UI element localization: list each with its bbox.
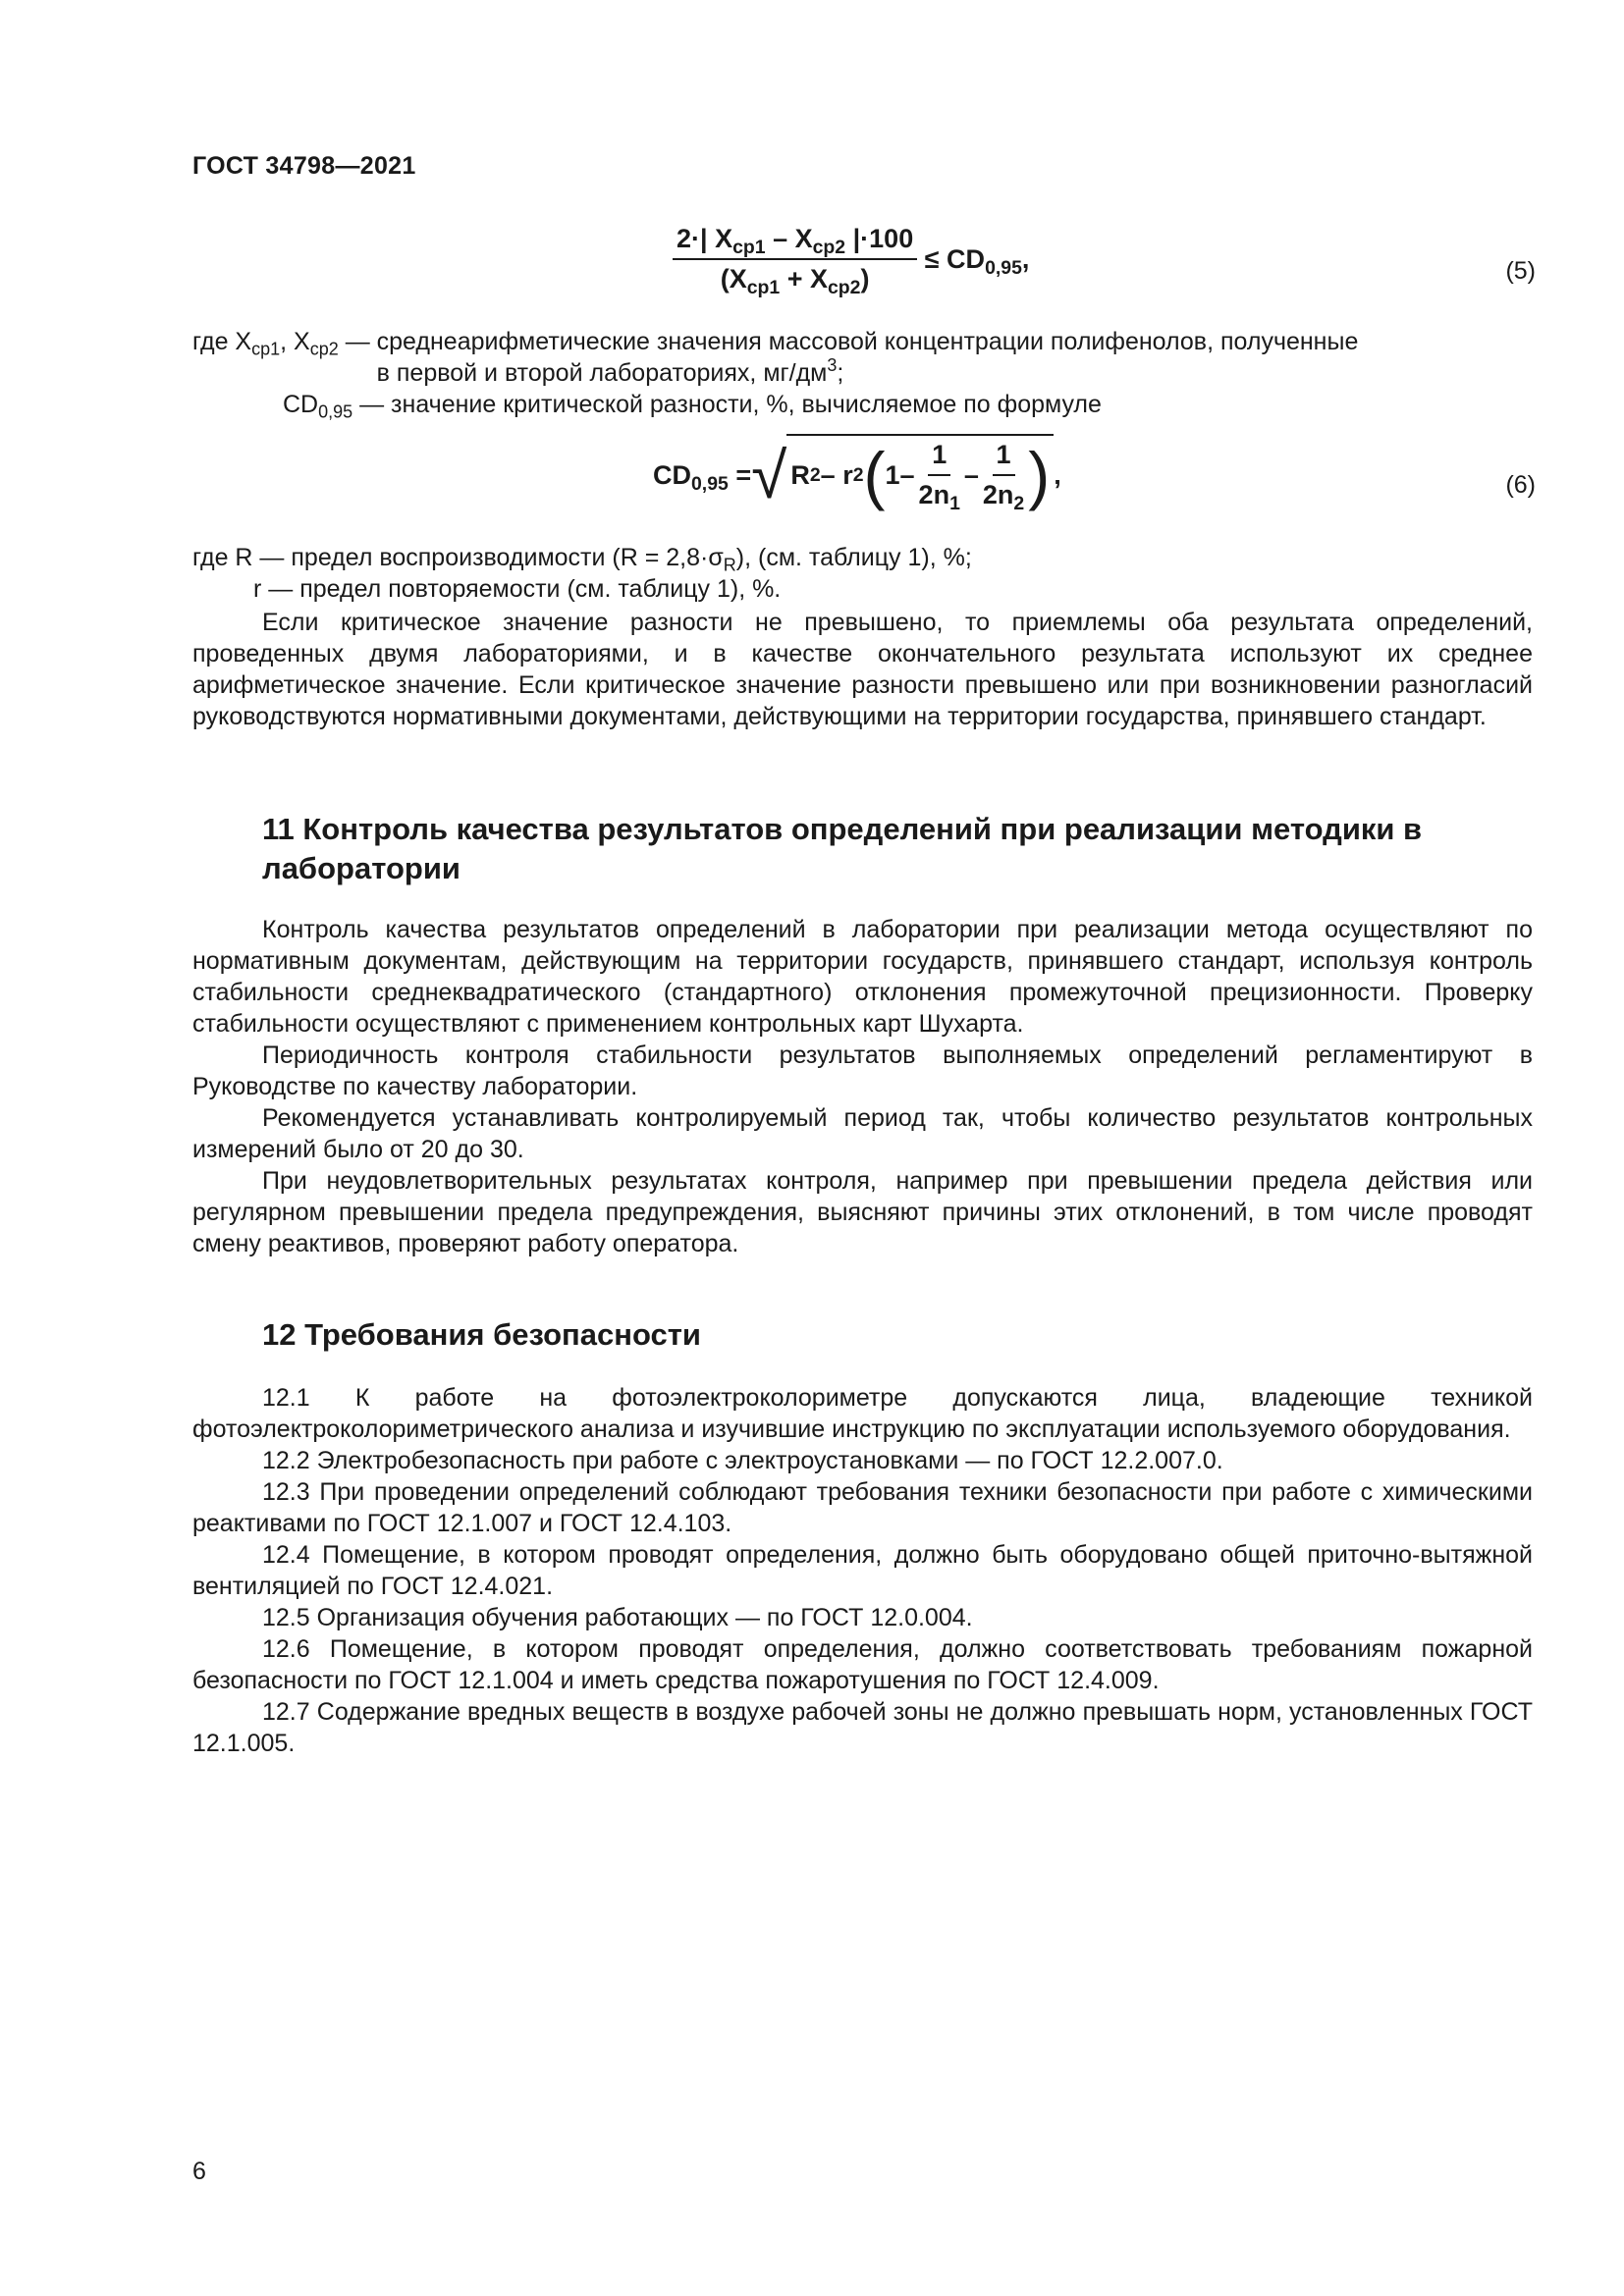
section-12-paragraph: 12.1 К работе на фотоэлектроколориметре допускаются лица, владеющие техникой фотоэлектроколориметрического анализа и изучившие инструкцию по эксплуатации используемого оборудования.: [192, 1384, 1533, 1443]
formula-5-numerator: 2·| $X_{ср1} - X_{ср2}$ |·100: [673, 224, 917, 260]
section-11-title: 11 Контроль качества результатов определений при реализации методики в лаборатории: [262, 812, 1423, 885]
formula-6-fraction-1: $\frac{1}{2n_1}$: [918, 440, 960, 514]
paragraph-critical-difference: Если критическое значение разности не превышено, то приемлемы оба результата определений, проведенных двумя лабораториями, и в качестве окончательного результата используют их среднее арифметическое значение. Если критическое значение разности превышено или при возникновении разногласий руководствуются нормативными документами, действующими на территории государства, принявшего стандарт.: [192, 609, 1533, 730]
formula-5-rhs: ≤ $CD_{0,95}$,: [924, 243, 1030, 279]
section-12-body: [192, 1382, 1533, 1759]
section-11-paragraph: Контроль качества результатов определений в лаборатории при реализации метода осуществляют по нормативным документам, действующим на территории государств, принявшего стандарт, используя контроль стабильности среднеквадратического (стандартного) отклонения промежуточной прецизионности. Проверку стабильности осуществляют с применением контрольных карт Шухарта.: [192, 916, 1533, 1038]
section-12-paragraph: 12.6 Помещение, в котором проводят определения, должно соответствовать требованиям пожарной безопасности по ГОСТ 12.1.004 и иметь средства пожаротушения по ГОСТ 12.4.009.: [192, 1635, 1533, 1694]
formula-6-fraction-2: $\frac{1}{2n_2}$: [982, 440, 1025, 514]
section-12-paragraph: 12.4 Помещение, в котором проводят определения, должно быть оборудовано общей приточно-вытяжной вентиляцией по ГОСТ 12.4.021.: [192, 1541, 1533, 1600]
formula-5-fraction: [673, 224, 917, 298]
definition-xcp: где $X_{ср1}$, $X_{ср2}$ — среднеарифметические значения массовой концентрации полифенолов, полученные в первой и второй лабораториях, $мг/дм^3$;: [192, 328, 1359, 387]
formula-5: [673, 224, 1030, 298]
section-11-paragraph: Рекомендуется устанавливать контролируемый период так, чтобы количество результатов контрольных измерений было от 20 до 30.: [192, 1104, 1533, 1163]
section-11-paragraph: При неудовлетворительных результатах контроля, например при превышении предела действия или регулярном превышении предела предупреждения, выясняют причины этих отклонений, в том числе проводят смену реактивов, проверяют работу оператора.: [192, 1167, 1533, 1257]
equation-number-6: (6): [1505, 471, 1536, 499]
definition-r-repeatability: r — предел повторяемости (см. таблицу 1), %.: [253, 575, 782, 603]
section-12-paragraph: 12.5 Организация обучения работающих — по ГОСТ 12.0.004.: [262, 1604, 973, 1631]
section-12-paragraph: 12.3 При проведении определений соблюдают требования техники безопасности при работе с химическими реактивами по ГОСТ 12.1.007 и ГОСТ 12.4.103.: [192, 1478, 1533, 1537]
radicand: R 2 – r 2 ( 1– $\frac{1}{2n_1}$ – $\frac{1}{2n_2}$ ): [786, 434, 1054, 510]
document-header: ГОСТ 34798—2021: [192, 152, 416, 180]
definition-cd: $CD_{0,95}$ — значение критической разности, %, вычисляемое по формуле: [283, 391, 1102, 422]
formula-5-denominator: $(X_{ср1} + X_{ср2})$: [720, 264, 870, 298]
square-root-symbol: √: [751, 439, 787, 511]
section-11-body: [192, 914, 1533, 1259]
definitions-formula-5: [192, 326, 1533, 420]
equation-number-5: (5): [1505, 257, 1536, 285]
section-11-paragraph: Периодичность контроля стабильности результатов выполняемых определений регламентируют в Руководстве по качеству лаборатории.: [192, 1041, 1533, 1100]
formula-6: $CD_{0,95}$ = √ R 2 – r 2 ( 1– $\frac{1}{2n_1}$ – $\frac{1}{2n_2}$ ) ,: [653, 440, 1061, 510]
definitions-formula-6: [192, 542, 972, 605]
section-12-paragraph: 12.7 Содержание вредных веществ в воздухе рабочей зоны не должно превышать норм, установленных ГОСТ 12.1.005.: [192, 1698, 1533, 1757]
section-12-paragraph: 12.2 Электробезопасность при работе с электроустановками — по ГОСТ 12.2.007.0.: [262, 1447, 1223, 1474]
section-12-title: 12 Требования безопасности: [262, 1317, 701, 1352]
definition-r-reproducibility: где R — предел воспроизводимости $(R = 2,8\cdot\sigma_R)$, (см. таблицу 1), %;: [192, 544, 972, 575]
page-number: 6: [192, 2158, 206, 2185]
